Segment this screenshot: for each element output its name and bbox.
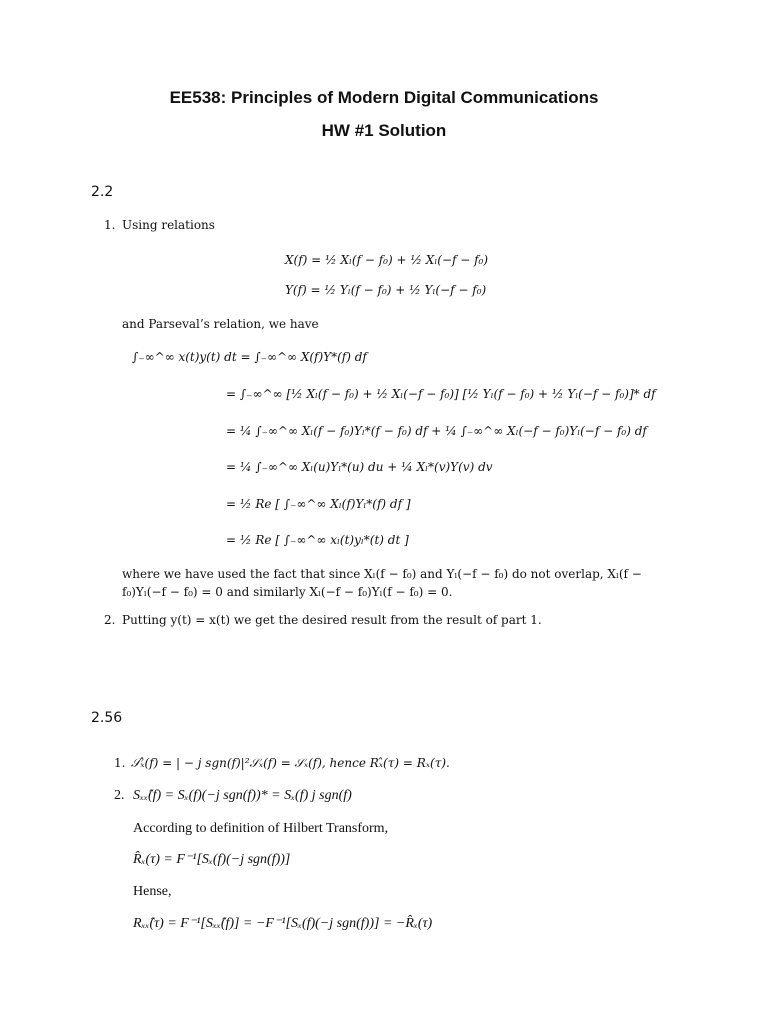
item-label: 1. <box>104 218 116 232</box>
paragraph-text: f₀)Yₗ(−f − f₀) = 0 and similarly Xₗ(−f − f₀)Yₗ(f − f₀) = 0. <box>122 585 453 599</box>
document-title: EE538: Principles of Modern Digital Communications <box>169 88 599 107</box>
equation-x-of-f: X(f) = ½ Xₗ(f − f₀) + ½ Xₗ(−f − f₀) <box>285 253 489 267</box>
paragraph-text: According to definition of Hilbert Transform, <box>133 821 389 836</box>
item-equation: Sₓₓ̂(f) = Sₓ(f)(−j sgn(f))* = Sₓ(f) j sgn(f) <box>133 788 352 803</box>
item-label: 2. <box>104 613 116 627</box>
equation-y-of-f: Y(f) = ½ Yₗ(f − f₀) + ½ Yₗ(−f − f₀) <box>285 283 487 297</box>
final-equation: Rₓₓ̂(τ) = F⁻¹[Sₓₓ̂(f)] = −F⁻¹[Sₓ(f)(−j sgn(f))] = −R̂ₓ(τ) <box>133 916 433 931</box>
item-text: Putting y(t) = x(t) we get the desired result from the result of part 1. <box>122 613 542 627</box>
item-text: Using relations <box>122 218 215 232</box>
problem-number: 2.2 <box>91 184 114 200</box>
parseval-text: and Parseval’s relation, we have <box>122 317 319 331</box>
item-label: 2. <box>114 788 125 803</box>
problem-number: 2.56 <box>91 710 123 726</box>
derivation-line: = ¼ ∫₋∞^∞ Xₗ(f − f₀)Yₗ*(f − f₀) df + ¼ ∫₋∞^∞ Xₗ(−f − f₀)Yₗ(−f − f₀) df <box>226 424 647 438</box>
item-label: 1. <box>114 756 126 770</box>
derivation-line: = ¼ ∫₋∞^∞ Xₗ(u)Yₗ*(u) du + ¼ Xₗ*(v)Y(v) dv <box>226 460 493 474</box>
paragraph-text: where we have used the fact that since Xₗ(f − f₀) and Yₗ(−f − f₀) do not overlap, Xₗ(f − <box>122 567 642 581</box>
item-equation: 𝒮ₓ̂(f) = | − j sgn(f)|²𝒮ₓ(f) = 𝒮ₓ(f), hence Rₓ̂(τ) = Rₓ(τ). <box>131 756 450 770</box>
derivation-line: ∫₋∞^∞ x(t)y(t) dt = ∫₋∞^∞ X(f)Y*(f) df <box>132 350 367 364</box>
derivation-line: = ½ Re [ ∫₋∞^∞ xₗ(t)yₗ*(t) dt ] <box>226 533 409 547</box>
hilbert-equation: R̂ₓ(τ) = F⁻¹[Sₓ(f)(−j sgn(f))] <box>133 852 291 867</box>
derivation-line: = ∫₋∞^∞ [½ Xₗ(f − f₀) + ½ Xₗ(−f − f₀)] [½ Yₗ(f − f₀) + ½ Yₗ(−f − f₀)]* df <box>226 387 656 401</box>
document-subtitle: HW #1 Solution <box>321 121 447 140</box>
paragraph-text: Hense, <box>133 884 172 899</box>
derivation-line: = ½ Re [ ∫₋∞^∞ Xₗ(f)Yₗ*(f) df ] <box>226 497 411 511</box>
